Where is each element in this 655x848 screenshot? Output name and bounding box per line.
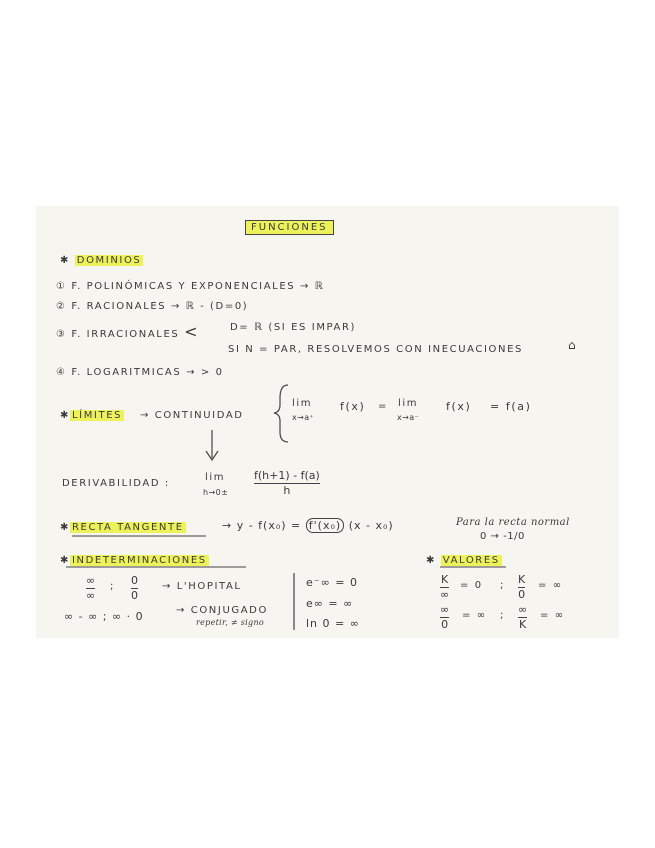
indet-row2: ∞ - ∞ ; ∞ · 0 xyxy=(64,610,144,623)
recta-eq-right: (x - x₀) xyxy=(348,519,394,532)
denominator: ∞ xyxy=(440,588,450,601)
recta-normal-note: Para la recta normal xyxy=(456,517,570,528)
denominator: 0 xyxy=(441,618,449,631)
dominios-heading: ✱ DOMINIOS xyxy=(60,255,142,266)
numerator: K xyxy=(518,573,526,586)
denominator: 0 xyxy=(131,589,138,602)
deriv-lim-label: lim xyxy=(205,472,226,483)
exp-inf: e∞ = ∞ xyxy=(306,597,354,610)
item-text: F. RACIONALES → ℝ - (D=0) xyxy=(71,301,249,312)
lim-right-label: lim xyxy=(292,398,313,409)
valores-eq-inf-2: = ∞ xyxy=(462,610,487,621)
numerator: ∞ xyxy=(440,603,450,616)
lim-left-sub: x→a⁻ xyxy=(397,413,420,422)
semicolon: ; xyxy=(500,610,505,621)
conjugado-text: → CONJUGADO xyxy=(176,605,268,616)
equals-sign: = xyxy=(378,401,388,412)
ln-zero: ln 0 = ∞ xyxy=(306,617,360,630)
dominios-heading-text: DOMINIOS xyxy=(76,255,142,266)
semicolon: ; xyxy=(500,580,505,591)
irracional-case-par: SI N = PAR, RESOLVEMOS CON INECUACIONES xyxy=(228,344,523,355)
deriv-denominator: h xyxy=(283,484,291,497)
item-number: ② xyxy=(56,301,67,312)
deriv-lim-sub: h→0± xyxy=(203,488,229,497)
semicolon: ; xyxy=(110,581,115,592)
valores-heading-text: VALORES xyxy=(442,555,500,566)
deriv-numerator: f(h+1) - f(a) xyxy=(254,469,320,482)
derivabilidad-label: DERIVABILIDAD : xyxy=(62,478,170,489)
denominator: ∞ xyxy=(86,589,96,602)
fx-left: f(x) xyxy=(446,400,472,413)
recta-slope-boxed: f'(x₀) xyxy=(306,518,344,533)
recta-eq-left: → y - f(x₀) = xyxy=(222,519,302,532)
valores-eq-inf: = ∞ xyxy=(538,580,563,591)
denominator: K xyxy=(518,618,527,631)
recta-heading-text: RECTA TANGENTE xyxy=(71,522,184,533)
recta-normal-formula: 0 → -1/0 xyxy=(480,531,525,542)
page-title: FUNCIONES xyxy=(245,220,334,235)
denominator: 0 xyxy=(518,588,526,601)
brace-open-icon: < xyxy=(184,322,198,341)
item-text: F. IRRACIONALES xyxy=(71,329,180,340)
item-number: ③ xyxy=(56,329,67,340)
valores-eq-0: = 0 xyxy=(460,580,483,591)
indet-heading: ✱ INDETERMINACIONES xyxy=(60,555,207,566)
fa-value: = f(a) xyxy=(490,400,532,413)
limits-brace xyxy=(274,385,288,442)
irracional-case-impar: D= ℝ (SI ES IMPAR) xyxy=(230,322,357,333)
item-number: ④ xyxy=(56,367,67,378)
exp-neg-inf: e⁻∞ = 0 xyxy=(306,576,358,589)
numerator: ∞ xyxy=(86,574,96,587)
numerator: 0 xyxy=(131,574,138,587)
down-arrow-icon xyxy=(206,430,218,460)
lim-right-sub: x→a⁺ xyxy=(292,413,315,422)
numerator: ∞ xyxy=(518,603,528,616)
limites-heading: ✱ LÍMITES xyxy=(60,410,123,421)
valores-heading: ✱ VALORES xyxy=(426,555,500,566)
continuidad-text: → CONTINUIDAD xyxy=(140,410,244,421)
conjugado-note: repetir, ≠ signo xyxy=(196,618,265,627)
doodle-icon: ⌂ xyxy=(568,338,576,352)
limites-heading-text: LÍMITES xyxy=(71,410,123,421)
lim-left-label: lim xyxy=(398,398,419,409)
recta-heading: ✱ RECTA TANGENTE xyxy=(60,522,184,533)
valores-eq-inf-3: = ∞ xyxy=(540,610,565,621)
lhopital-text: → L'HOPITAL xyxy=(162,581,242,592)
item-text: F. POLINÓMICAS Y EXPONENCIALES → ℝ xyxy=(71,281,325,292)
indet-heading-text: INDETERMINACIONES xyxy=(71,555,207,566)
fx-right: f(x) xyxy=(340,400,366,413)
item-number: ① xyxy=(56,281,67,292)
item-text: F. LOGARITMICAS → > 0 xyxy=(71,367,224,378)
numerator: K xyxy=(440,573,449,586)
